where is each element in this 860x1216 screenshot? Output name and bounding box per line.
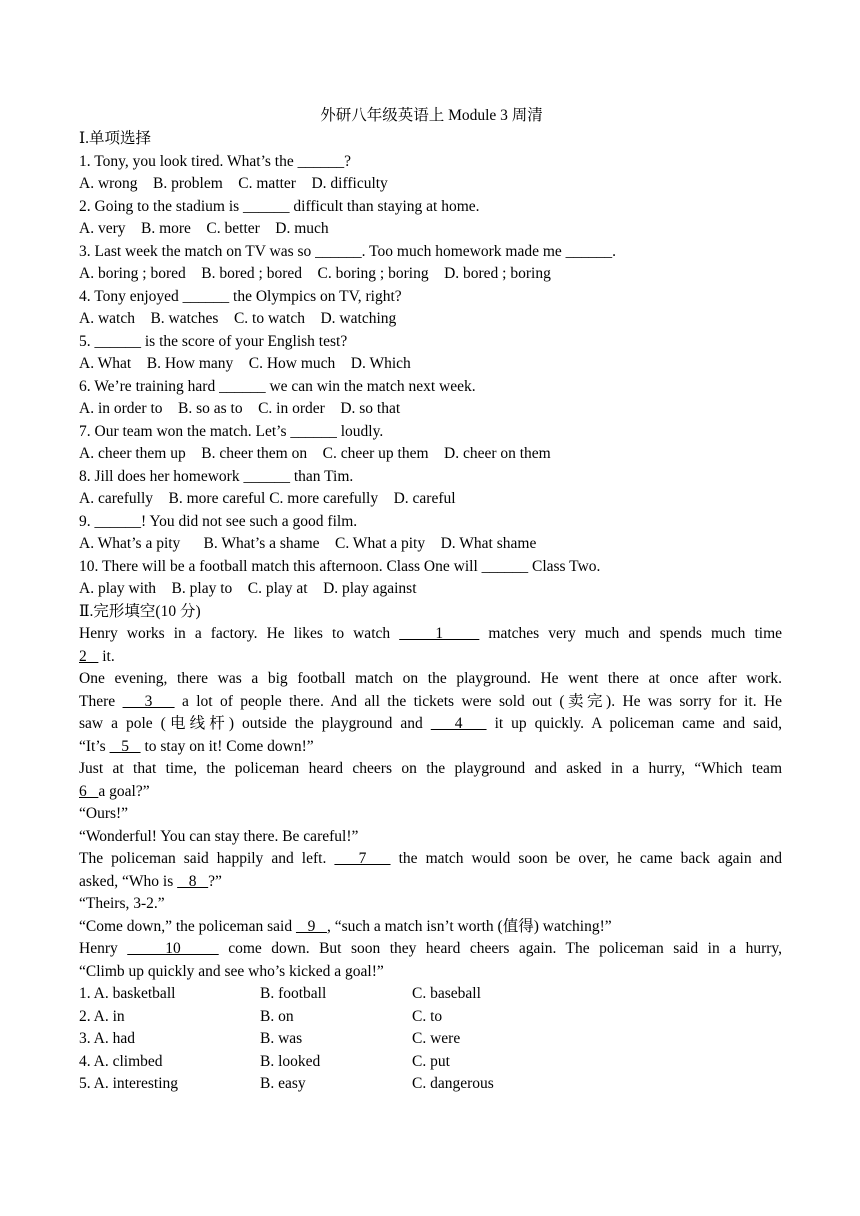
- cloze-blank-9: 9: [295, 917, 327, 935]
- section-heading-cloze: Ⅱ.完形填空(10 分): [79, 602, 201, 620]
- question-5: 5. ______ is the score of your English test?: [79, 332, 348, 350]
- question-8-options: A. carefully B. more careful C. more carefully D. careful: [79, 490, 456, 507]
- question-6: 6. We’re training hard ______ we can win the match next week.: [79, 377, 476, 395]
- passage-line: saw a pole (电线杆) outside the playground and 4 it up quickly. A policeman came and said,: [79, 715, 783, 732]
- question-9-options: A. What’s a pity B. What’s a shame C. What a pity D. What shame: [79, 535, 537, 552]
- question-4-options: A. watch B. watches C. to watch D. watching: [79, 310, 397, 327]
- passage-line: There 3 a lot of people there. And all the tickets were sold out (卖完). He was sorry for it. He: [79, 692, 783, 710]
- question-1-options: A. wrong B. problem C. matter D. difficulty: [79, 175, 388, 192]
- passage-line: “Wonderful! You can stay there. Be careful!”: [79, 827, 359, 845]
- question-3-options: A. boring ; bored B. bored ; bored C. boring ; boring D. bored ; boring: [79, 265, 551, 282]
- question-1: 1. Tony, you look tired. What’s the ______?: [79, 152, 351, 170]
- question-2-options: A. very B. more C. better D. much: [79, 220, 329, 237]
- cloze-option-row: 3. A. had B. was C. were: [79, 1030, 461, 1047]
- question-5-options: A. What B. How many C. How much D. Which: [79, 355, 411, 372]
- passage-line: asked, “Who is 8 ?”: [79, 872, 222, 890]
- question-7-options: A. cheer them up B. cheer them on C. cheer up them D. cheer on them: [79, 445, 551, 462]
- question-8: 8. Jill does her homework ______ than Tim.: [79, 467, 354, 485]
- cloze-blank-5: 5: [109, 737, 141, 755]
- passage-line: One evening, there was a big football match on the playground. He went there at once after work.: [79, 670, 782, 687]
- cloze-option-row: 2. A. in B. on C. to: [79, 1007, 443, 1025]
- question-9: 9. ______! You did not see such a good film.: [79, 512, 358, 530]
- question-10-options: A. play with B. play to C. play at D. play against: [79, 580, 417, 597]
- passage-line: “Come down,” the policeman said 9 , “such a match isn’t worth (值得) watching!”: [79, 917, 612, 935]
- cloze-option-row: 1. A. basketball B. football C. baseball: [79, 985, 481, 1002]
- cloze-blank-6: 6: [79, 782, 99, 800]
- passage-line: 6 a goal?”: [79, 782, 150, 800]
- passage-line: “It’s 5 to stay on it! Come down!”: [79, 737, 314, 755]
- passage-line: Just at that time, the policeman heard cheers on the playground and asked in a hurry, “Which team: [79, 760, 782, 777]
- passage-line: Henry works in a factory. He likes to watch 1 matches very much and spends much time: [79, 625, 783, 642]
- page-title: 外研八年级英语上 Module 3 周清: [320, 107, 543, 124]
- question-10: 10. There will be a football match this afternoon. Class One will ______ Class Two.: [79, 557, 601, 575]
- question-6-options: A. in order to B. so as to C. in order D. so that: [79, 400, 401, 417]
- single-choice-list: [79, 151, 782, 601]
- cloze-blank-7: 7: [334, 850, 391, 867]
- passage-line: “Ours!”: [79, 805, 129, 822]
- cloze-blank-3: 3: [122, 692, 175, 710]
- cloze-options-table: [79, 983, 782, 1096]
- cloze-option-row: 4. A. climbed B. looked C. put: [79, 1052, 450, 1070]
- cloze-blank-1: 1: [399, 625, 480, 642]
- section-heading-single-choice: Ⅰ.单项选择: [79, 130, 151, 147]
- question-2: 2. Going to the stadium is ______ difficult than staying at home.: [79, 197, 480, 215]
- worksheet-page: [79, 104, 782, 1096]
- cloze-option-row: 5. A. interesting B. easy C. dangerous: [79, 1075, 494, 1092]
- cloze-blank-8: 8: [177, 872, 209, 890]
- passage-line: 2 it.: [79, 647, 115, 665]
- passage-line: Henry 10 come down. But soon they heard cheers again. The policeman said in a hurry,: [79, 940, 783, 957]
- cloze-blank-10: 10: [127, 940, 219, 957]
- cloze-blank-4: 4: [430, 715, 487, 732]
- question-7: 7. Our team won the match. Let’s ______ loudly.: [79, 422, 384, 440]
- question-4: 4. Tony enjoyed ______ the Olympics on TV, right?: [79, 287, 402, 305]
- cloze-blank-2: 2: [79, 647, 99, 665]
- question-3: 3. Last week the match on TV was so ______. Too much homework made me ______.: [79, 242, 617, 260]
- cloze-passage: [79, 623, 782, 983]
- passage-line: The policeman said happily and left. 7 the match would soon be over, he came back again and: [79, 850, 783, 867]
- passage-line: “Theirs, 3-2.”: [79, 895, 165, 912]
- passage-line: “Climb up quickly and see who’s kicked a goal!”: [79, 962, 384, 980]
